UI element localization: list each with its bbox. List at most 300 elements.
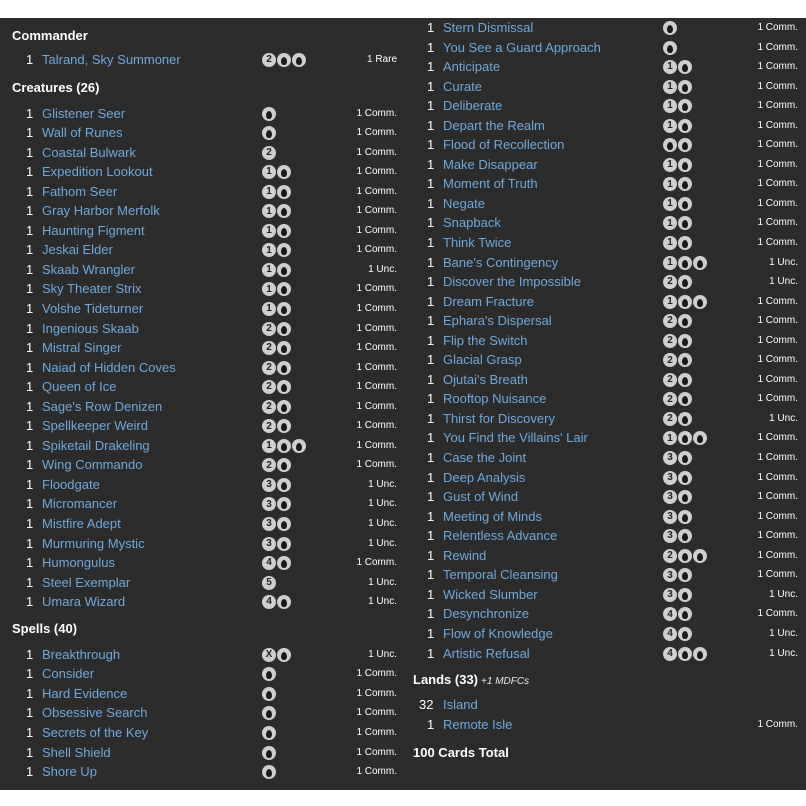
generic-mana-icon: 3 xyxy=(262,497,276,511)
card-name-link[interactable]: Depart the Realm xyxy=(443,117,545,133)
card-name-link[interactable]: Mistfire Adept xyxy=(42,516,121,532)
card-name-link[interactable]: Mistral Singer xyxy=(42,340,122,356)
card-name-link[interactable]: Snapback xyxy=(443,215,501,231)
card-name-link[interactable]: Floodgate xyxy=(42,476,100,492)
card-rarity: 1 Unc. xyxy=(368,596,397,608)
card-name-link[interactable]: Flip the Switch xyxy=(443,332,528,348)
card-name-link[interactable]: Gray Harbor Merfolk xyxy=(42,203,160,219)
card-row[interactable] xyxy=(12,455,405,475)
card-quantity: 1 xyxy=(26,203,34,219)
card-row[interactable] xyxy=(12,514,405,534)
blue-mana-icon xyxy=(678,138,692,152)
mana-cost xyxy=(663,177,692,191)
card-row[interactable] xyxy=(12,534,405,554)
card-name-link[interactable]: Curate xyxy=(443,78,483,94)
card-row[interactable] xyxy=(12,573,405,593)
card-name-link[interactable]: Ingenious Skaab xyxy=(42,320,139,336)
card-quantity: 1 xyxy=(26,744,34,760)
card-name-link[interactable]: Sage's Row Denizen xyxy=(42,398,163,414)
card-name-link[interactable]: Spellkeeper Weird xyxy=(42,418,148,434)
card-name-link[interactable]: Murmuring Mystic xyxy=(42,535,145,551)
card-row[interactable] xyxy=(413,155,804,175)
card-row[interactable] xyxy=(12,358,405,378)
card-row[interactable] xyxy=(12,377,405,397)
card-name-link[interactable]: Hard Evidence xyxy=(42,685,128,701)
card-row[interactable] xyxy=(413,253,804,273)
card-row[interactable] xyxy=(413,487,804,507)
card-row[interactable] xyxy=(413,526,804,546)
card-row[interactable] xyxy=(413,77,804,97)
card-rarity: 1 Comm. xyxy=(356,439,397,451)
card-quantity: 1 xyxy=(427,716,435,732)
card-rarity: 1 Comm. xyxy=(757,510,798,522)
mana-cost xyxy=(663,353,692,367)
card-name-link[interactable]: Ojutai's Breath xyxy=(443,371,528,387)
blue-mana-icon xyxy=(678,60,692,74)
blue-mana-icon xyxy=(277,322,291,336)
card-rarity: 1 Unc. xyxy=(368,648,397,660)
card-row[interactable] xyxy=(413,331,804,351)
card-row[interactable] xyxy=(413,174,804,194)
card-rarity: 1 Comm. xyxy=(757,608,798,620)
card-name-link[interactable]: Jeskai Elder xyxy=(42,242,113,258)
card-name-link[interactable]: Negate xyxy=(443,195,485,211)
card-quantity: 1 xyxy=(26,685,34,701)
blue-mana-icon xyxy=(678,568,692,582)
mana-cost xyxy=(262,341,291,355)
blue-mana-icon xyxy=(678,314,692,328)
card-name-link[interactable]: Wing Commando xyxy=(42,457,143,473)
generic-mana-icon: 4 xyxy=(663,607,677,621)
card-name-link[interactable]: Flow of Knowledge xyxy=(443,625,553,641)
card-row[interactable] xyxy=(12,475,405,495)
generic-mana-icon: 3 xyxy=(663,588,677,602)
mana-cost xyxy=(262,648,291,662)
card-row[interactable] xyxy=(12,50,405,70)
card-rarity: 1 Comm. xyxy=(757,549,798,561)
card-name-link[interactable]: Relentless Advance xyxy=(443,528,558,544)
mana-cost xyxy=(262,243,291,257)
card-name-link[interactable]: Temporal Cleansing xyxy=(443,567,558,583)
card-name-link[interactable]: Shell Shield xyxy=(42,744,111,760)
card-name-link[interactable]: Talrand, Sky Summoner xyxy=(42,52,181,67)
card-quantity: 1 xyxy=(26,724,34,740)
card-row[interactable] xyxy=(413,370,804,390)
generic-mana-icon: 1 xyxy=(663,295,677,309)
mana-cost xyxy=(262,517,291,531)
card-row[interactable] xyxy=(413,604,804,624)
card-quantity: 1 xyxy=(427,254,435,270)
mana-cost xyxy=(663,431,707,445)
card-rarity: 1 Unc. xyxy=(769,412,798,424)
card-row[interactable] xyxy=(413,389,804,409)
card-rarity: 1 Comm. xyxy=(757,718,798,730)
card-name-link[interactable]: Glacial Grasp xyxy=(443,352,522,368)
blue-mana-icon xyxy=(678,490,692,504)
mana-cost xyxy=(262,204,291,218)
card-rarity: 1 Comm. xyxy=(356,303,397,315)
mana-cost xyxy=(262,537,291,551)
card-row[interactable] xyxy=(413,18,804,38)
card-row[interactable] xyxy=(413,116,804,136)
card-quantity: 1 xyxy=(26,261,34,277)
card-row[interactable] xyxy=(12,338,405,358)
blue-mana-icon xyxy=(678,627,692,641)
card-row[interactable] xyxy=(12,494,405,514)
card-row[interactable] xyxy=(413,428,804,448)
card-row[interactable] xyxy=(12,221,405,241)
card-name-link[interactable]: Skaab Wrangler xyxy=(42,261,135,277)
card-quantity: 1 xyxy=(427,156,435,172)
card-rarity: 1 Comm. xyxy=(356,166,397,178)
mana-cost xyxy=(262,380,291,394)
generic-mana-icon: 1 xyxy=(262,302,276,316)
card-row[interactable] xyxy=(413,624,804,644)
card-quantity: 1 xyxy=(26,144,34,160)
blue-mana-icon xyxy=(277,302,291,316)
card-rarity: 1 Comm. xyxy=(757,80,798,92)
card-row[interactable] xyxy=(413,233,804,253)
mana-cost xyxy=(262,361,291,375)
card-row[interactable] xyxy=(12,319,405,339)
blue-mana-icon xyxy=(277,595,291,609)
card-row[interactable] xyxy=(12,416,405,436)
card-row[interactable] xyxy=(413,350,804,370)
generic-mana-icon: 3 xyxy=(262,517,276,531)
generic-mana-icon: X xyxy=(262,648,276,662)
mana-cost xyxy=(663,510,692,524)
card-name-link[interactable]: You Find the Villains' Lair xyxy=(443,430,588,446)
mana-cost xyxy=(663,549,707,563)
generic-mana-icon: 2 xyxy=(262,53,276,67)
mana-cost xyxy=(663,314,692,328)
card-row[interactable] xyxy=(12,723,405,743)
blue-mana-icon xyxy=(663,21,677,35)
card-name-link[interactable]: Gust of Wind xyxy=(443,489,519,505)
generic-mana-icon: 2 xyxy=(663,314,677,328)
card-quantity: 1 xyxy=(427,547,435,563)
card-rarity: 1 Unc. xyxy=(769,256,798,268)
card-row[interactable] xyxy=(413,644,804,664)
card-row[interactable] xyxy=(413,311,804,331)
card-row[interactable] xyxy=(12,664,405,684)
card-row[interactable] xyxy=(413,448,804,468)
card-rarity: 1 Comm. xyxy=(757,158,798,170)
card-name-link[interactable]: Case the Joint xyxy=(443,450,527,466)
card-quantity: 1 xyxy=(26,666,34,682)
card-name-link[interactable]: Deliberate xyxy=(443,98,503,114)
card-row[interactable] xyxy=(12,299,405,319)
generic-mana-icon: 2 xyxy=(663,353,677,367)
card-quantity: 1 xyxy=(26,496,34,512)
blue-mana-icon xyxy=(277,478,291,492)
card-rarity: 1 Comm. xyxy=(356,459,397,471)
card-row[interactable] xyxy=(413,585,804,605)
card-quantity: 1 xyxy=(26,301,34,317)
card-name-link[interactable]: Rewind xyxy=(443,547,487,563)
card-rarity: 1 Comm. xyxy=(757,373,798,385)
card-name-link[interactable]: Micromancer xyxy=(42,496,118,512)
card-row[interactable] xyxy=(12,162,405,182)
card-quantity: 1 xyxy=(26,535,34,551)
mana-cost xyxy=(663,236,692,250)
card-name-link[interactable]: Sky Theater Strix xyxy=(42,281,142,297)
card-rarity: 1 Unc. xyxy=(769,627,798,639)
card-name-link[interactable]: Haunting Figment xyxy=(42,222,145,238)
decklist-panel xyxy=(0,18,806,790)
card-row[interactable] xyxy=(413,135,804,155)
card-name-link[interactable]: Rooftop Nuisance xyxy=(443,391,547,407)
blue-mana-icon xyxy=(277,458,291,472)
mana-cost xyxy=(663,529,692,543)
card-rarity: 1 Comm. xyxy=(356,707,397,719)
mana-cost xyxy=(663,490,692,504)
card-name-link[interactable]: You See a Guard Approach xyxy=(443,39,601,55)
blue-mana-icon xyxy=(277,165,291,179)
card-name-link[interactable]: Wicked Slumber xyxy=(443,586,538,602)
card-quantity: 1 xyxy=(427,508,435,524)
blue-mana-icon xyxy=(262,667,276,681)
mana-cost xyxy=(663,627,692,641)
card-name-link[interactable]: Spiketail Drakeling xyxy=(42,437,150,453)
blue-mana-icon xyxy=(678,392,692,406)
card-name-link[interactable]: Discover the Impossible xyxy=(443,274,581,290)
blue-mana-icon xyxy=(277,243,291,257)
blue-mana-icon xyxy=(277,537,291,551)
card-rarity: 1 Comm. xyxy=(757,569,798,581)
card-row[interactable] xyxy=(413,213,804,233)
card-name-link[interactable]: Deep Analysis xyxy=(443,469,526,485)
card-row[interactable] xyxy=(12,703,405,723)
card-quantity: 1 xyxy=(427,78,435,94)
card-row[interactable] xyxy=(12,260,405,280)
card-quantity: 1 xyxy=(427,235,435,251)
blue-mana-icon xyxy=(678,451,692,465)
card-name-link[interactable]: Shore Up xyxy=(42,764,97,780)
card-row[interactable] xyxy=(413,292,804,312)
card-row[interactable] xyxy=(12,684,405,704)
blue-mana-icon xyxy=(678,216,692,230)
generic-mana-icon: 4 xyxy=(663,627,677,641)
card-name-link[interactable]: Naiad of Hidden Coves xyxy=(42,359,176,375)
card-name-link[interactable]: Flood of Recollection xyxy=(443,137,565,153)
card-quantity: 1 xyxy=(26,437,34,453)
blue-mana-icon xyxy=(678,80,692,94)
card-quantity: 32 xyxy=(419,697,434,713)
card-quantity: 1 xyxy=(427,586,435,602)
generic-mana-icon: 1 xyxy=(663,256,677,270)
card-row[interactable] xyxy=(12,143,405,163)
mana-cost xyxy=(663,451,692,465)
card-quantity: 1 xyxy=(26,646,34,662)
card-name-link[interactable]: Coastal Bulwark xyxy=(42,144,136,160)
creatures-section-title xyxy=(12,78,405,98)
card-row[interactable] xyxy=(413,695,804,715)
mana-cost xyxy=(262,165,291,179)
blue-mana-icon xyxy=(663,138,677,152)
blue-mana-icon xyxy=(678,334,692,348)
card-row[interactable] xyxy=(413,565,804,585)
generic-mana-icon: 2 xyxy=(262,361,276,375)
card-name-link[interactable]: Glistener Seer xyxy=(42,105,126,121)
card-row[interactable] xyxy=(413,194,804,214)
blue-mana-icon xyxy=(277,263,291,277)
card-quantity: 1 xyxy=(26,52,34,67)
card-name-link[interactable]: Anticipate xyxy=(443,59,501,75)
spacer xyxy=(12,70,405,78)
card-name-link[interactable]: Remote Isle xyxy=(443,716,513,732)
mana-cost xyxy=(262,687,276,701)
blue-mana-icon xyxy=(693,647,707,661)
card-name-link[interactable]: Expedition Lookout xyxy=(42,164,153,180)
mana-cost xyxy=(262,400,291,414)
card-row[interactable] xyxy=(12,123,405,143)
card-rarity: 1 Comm. xyxy=(757,22,798,33)
generic-mana-icon: 1 xyxy=(262,224,276,238)
card-name-link[interactable]: Secrets of the Key xyxy=(42,724,149,740)
card-row[interactable] xyxy=(12,553,405,573)
card-quantity: 1 xyxy=(26,340,34,356)
card-quantity: 1 xyxy=(427,98,435,114)
card-name-link[interactable]: Consider xyxy=(42,666,95,682)
card-name-link[interactable]: Island xyxy=(443,697,478,713)
generic-mana-icon: 3 xyxy=(663,490,677,504)
blue-mana-icon xyxy=(678,353,692,367)
blue-mana-icon xyxy=(678,177,692,191)
card-rarity: 1 Unc. xyxy=(769,588,798,600)
blue-mana-icon xyxy=(277,224,291,238)
card-name-link[interactable]: Think Twice xyxy=(443,235,512,251)
generic-mana-icon: 4 xyxy=(262,595,276,609)
card-name-link[interactable]: Stern Dismissal xyxy=(443,20,534,35)
card-rarity: 1 Rare xyxy=(366,54,397,65)
card-row[interactable] xyxy=(12,762,405,782)
spacer xyxy=(12,18,405,26)
blue-mana-icon xyxy=(678,471,692,485)
mana-cost xyxy=(663,99,692,113)
mana-cost xyxy=(663,197,692,211)
card-name-link[interactable]: Bane's Contingency xyxy=(443,254,559,270)
generic-mana-icon: 3 xyxy=(262,537,276,551)
card-rarity: 1 Comm. xyxy=(757,178,798,190)
card-rarity: 1 Comm. xyxy=(757,139,798,151)
mana-cost xyxy=(663,607,692,621)
card-quantity: 1 xyxy=(427,391,435,407)
generic-mana-icon: 1 xyxy=(663,431,677,445)
card-name-link[interactable]: Meeting of Minds xyxy=(443,508,542,524)
card-row[interactable] xyxy=(12,279,405,299)
card-quantity: 1 xyxy=(26,705,34,721)
card-row[interactable] xyxy=(413,57,804,77)
card-name-link[interactable]: Umara Wizard xyxy=(42,594,126,610)
card-name-link[interactable]: Wall of Runes xyxy=(42,125,123,141)
card-quantity: 1 xyxy=(26,281,34,297)
card-name-link[interactable]: Dream Fracture xyxy=(443,293,535,309)
card-row[interactable] xyxy=(12,182,405,202)
card-rarity: 1 Comm. xyxy=(356,746,397,758)
card-row[interactable] xyxy=(413,507,804,527)
card-row[interactable] xyxy=(12,436,405,456)
card-name-link[interactable]: Desynchronize xyxy=(443,606,529,622)
card-name-link[interactable]: Make Disappear xyxy=(443,156,538,172)
spacer xyxy=(413,734,804,743)
generic-mana-icon: 2 xyxy=(262,400,276,414)
card-rarity: 1 Unc. xyxy=(769,276,798,288)
card-row[interactable] xyxy=(413,468,804,488)
mana-cost xyxy=(262,726,276,740)
card-row[interactable] xyxy=(413,38,804,58)
card-row[interactable] xyxy=(12,240,405,260)
card-quantity: 1 xyxy=(427,117,435,133)
card-rarity: 1 Comm. xyxy=(356,283,397,295)
card-name-link[interactable]: Moment of Truth xyxy=(443,176,538,192)
generic-mana-icon: 1 xyxy=(663,158,677,172)
card-row[interactable] xyxy=(12,743,405,763)
mana-cost xyxy=(262,126,276,140)
generic-mana-icon: 2 xyxy=(663,334,677,348)
blue-mana-icon xyxy=(262,726,276,740)
card-quantity: 1 xyxy=(427,137,435,153)
generic-mana-icon: 2 xyxy=(262,341,276,355)
card-row[interactable] xyxy=(12,645,405,665)
card-name-link[interactable]: Humongulus xyxy=(42,555,115,571)
card-name-link[interactable]: Ephara's Dispersal xyxy=(443,313,552,329)
blue-mana-icon xyxy=(678,256,692,270)
card-rarity: 1 Comm. xyxy=(757,354,798,366)
card-row[interactable] xyxy=(413,96,804,116)
card-name-link[interactable]: Steel Exemplar xyxy=(42,574,131,590)
card-row[interactable] xyxy=(12,592,405,612)
card-row[interactable] xyxy=(12,397,405,417)
card-quantity: 1 xyxy=(427,489,435,505)
card-row[interactable] xyxy=(413,546,804,566)
card-rarity: 1 Unc. xyxy=(368,498,397,510)
card-rarity: 1 Comm. xyxy=(356,766,397,778)
mana-cost xyxy=(262,576,276,590)
card-quantity: 1 xyxy=(427,450,435,466)
card-row[interactable] xyxy=(12,104,405,124)
card-quantity: 1 xyxy=(26,125,34,141)
blue-mana-icon xyxy=(678,236,692,250)
card-row[interactable] xyxy=(413,272,804,292)
mana-cost xyxy=(262,595,291,609)
card-quantity: 1 xyxy=(427,625,435,641)
generic-mana-icon: 3 xyxy=(262,478,276,492)
blue-mana-icon xyxy=(678,647,692,661)
blue-mana-icon xyxy=(277,419,291,433)
generic-mana-icon: 1 xyxy=(663,236,677,250)
card-name-link[interactable]: Artistic Refusal xyxy=(443,645,530,661)
card-rarity: 1 Comm. xyxy=(356,205,397,217)
blue-mana-icon xyxy=(292,439,306,453)
card-name-link[interactable]: Volshe Tideturner xyxy=(42,301,144,317)
card-quantity: 1 xyxy=(427,39,435,55)
card-row[interactable] xyxy=(413,715,804,735)
card-name-link[interactable]: Fathom Seer xyxy=(42,183,118,199)
card-row[interactable] xyxy=(413,409,804,429)
card-name-link[interactable]: Thirst for Discovery xyxy=(443,410,555,426)
card-name-link[interactable]: Obsessive Search xyxy=(42,705,148,721)
card-rarity: 1 Comm. xyxy=(757,197,798,209)
card-rarity: 1 Comm. xyxy=(356,361,397,373)
blue-mana-icon xyxy=(678,510,692,524)
card-name-link[interactable]: Breakthrough xyxy=(42,646,121,662)
card-name-link[interactable]: Queen of Ice xyxy=(42,379,117,395)
generic-mana-icon: 1 xyxy=(663,177,677,191)
card-rarity: 1 Comm. xyxy=(757,315,798,327)
generic-mana-icon: 1 xyxy=(663,119,677,133)
card-row[interactable] xyxy=(12,201,405,221)
